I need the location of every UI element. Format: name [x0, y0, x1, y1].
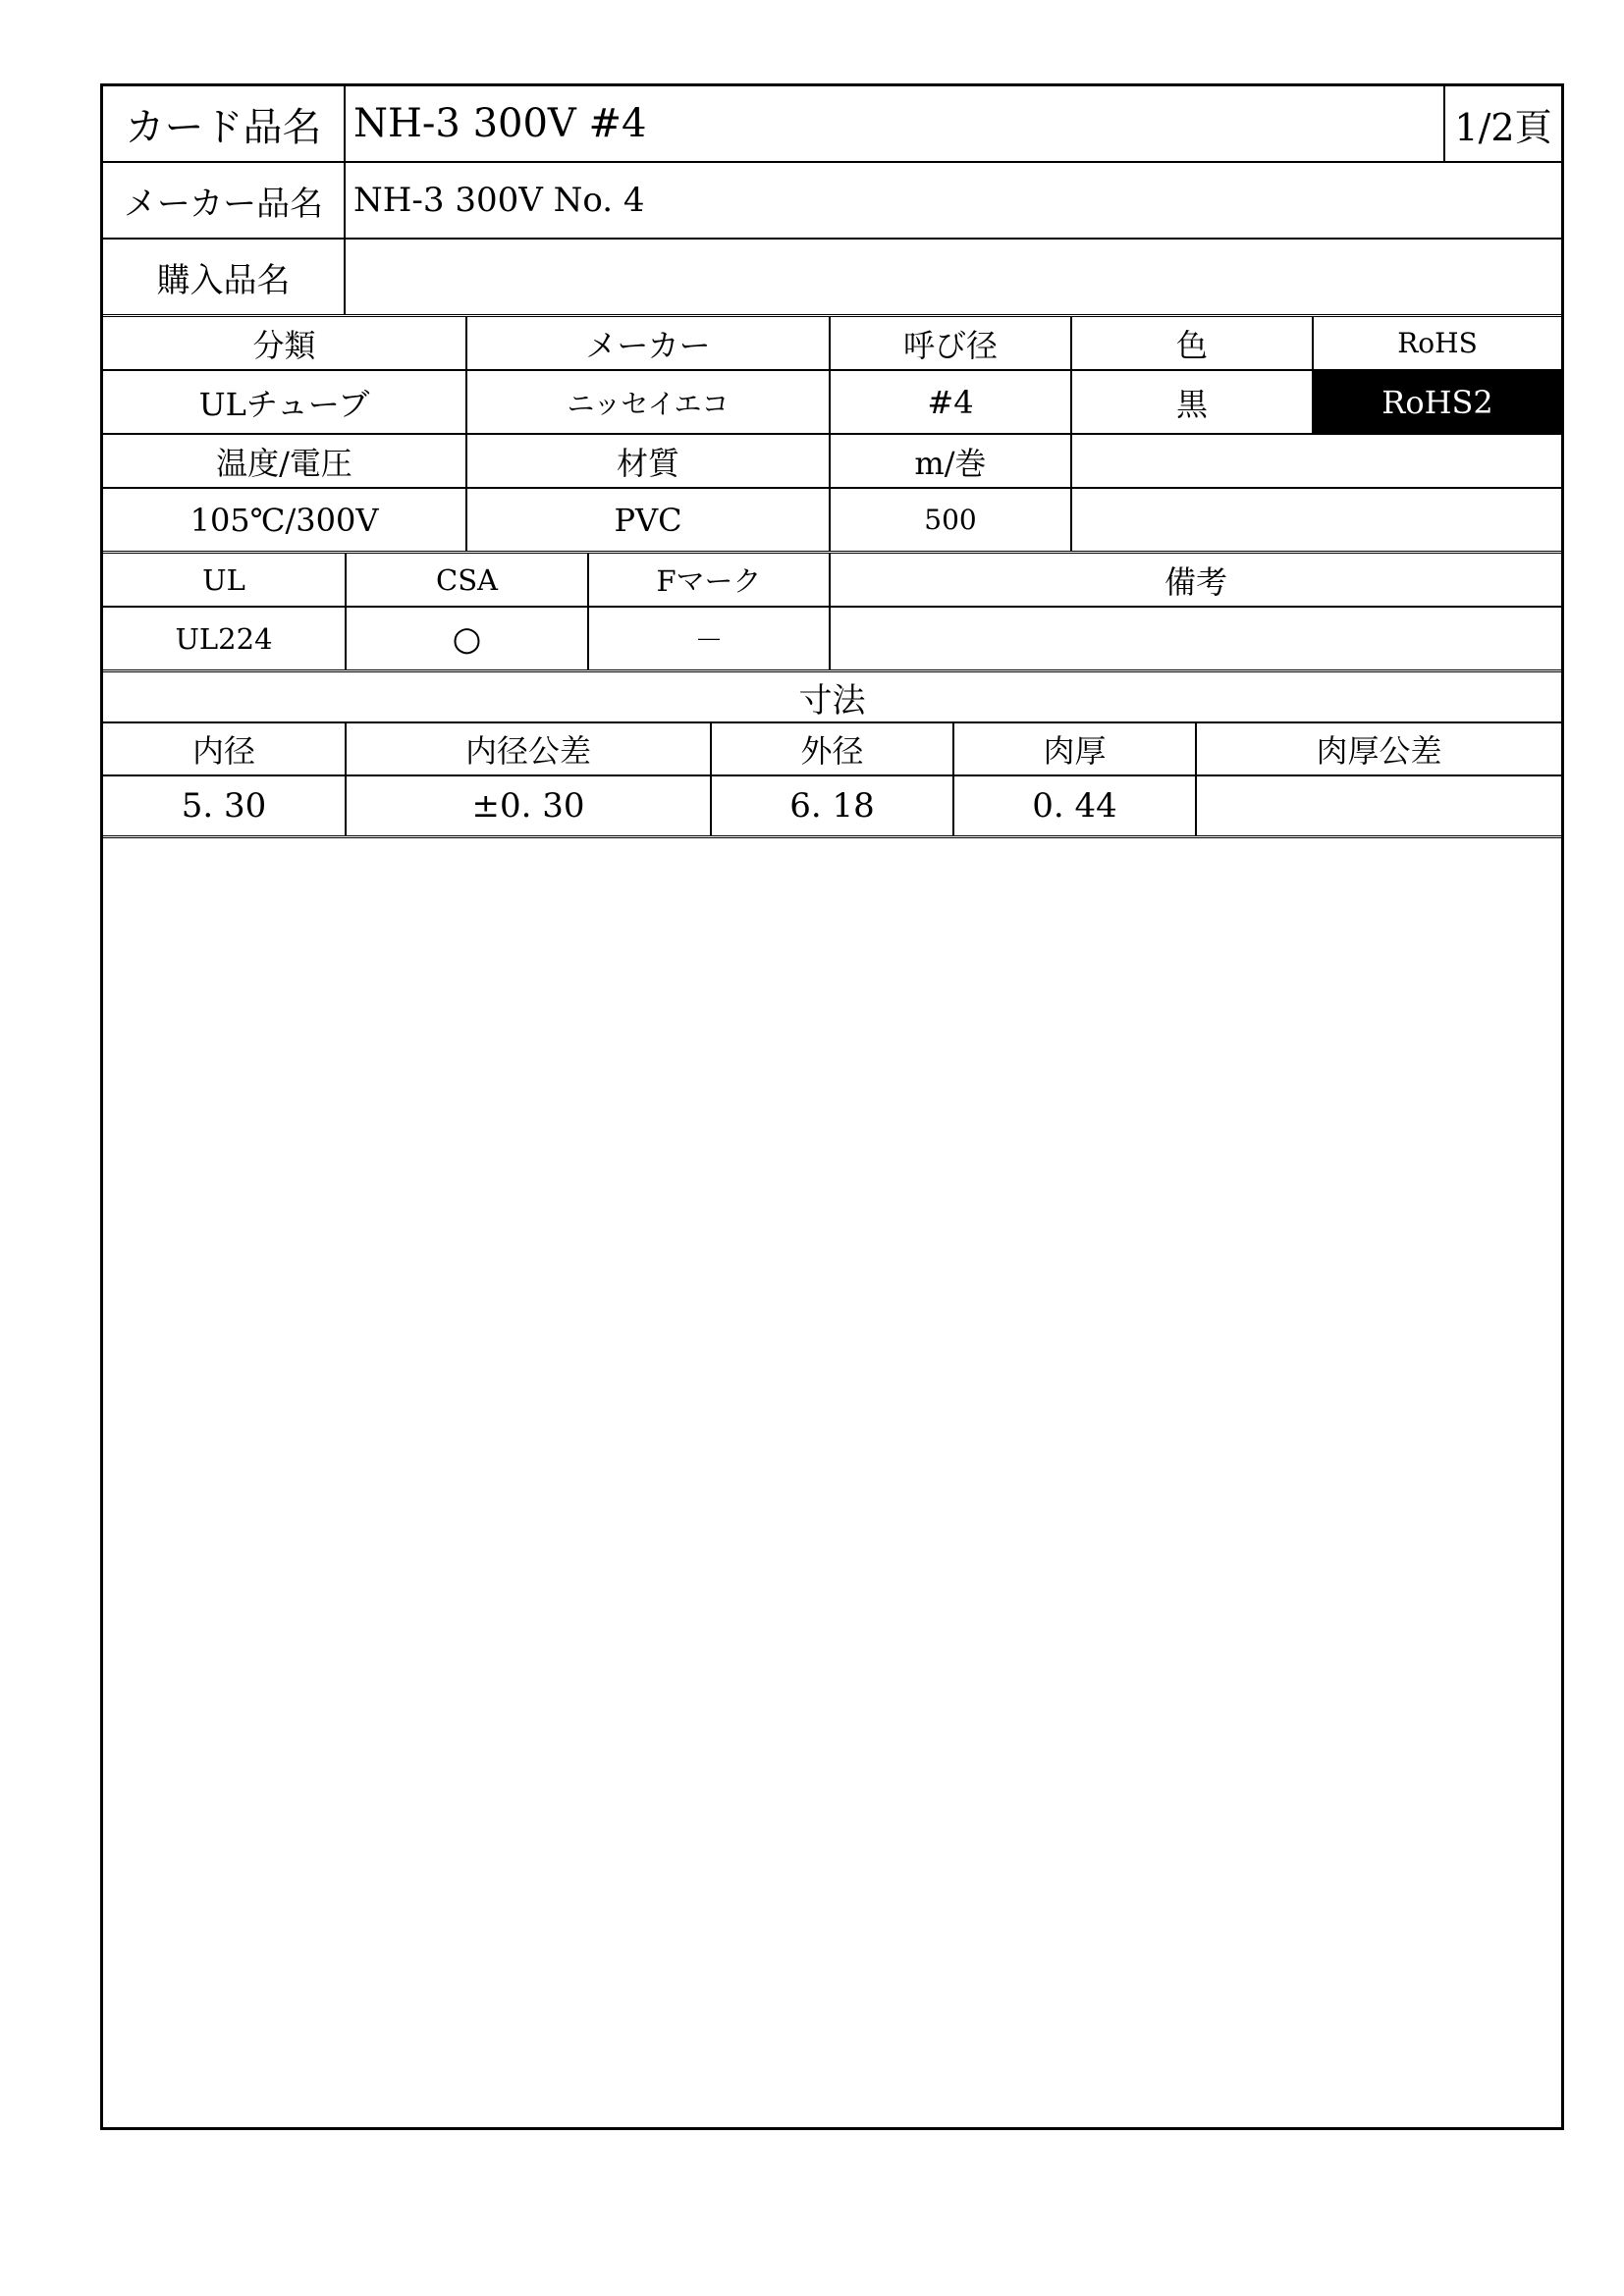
- inner-diameter-header: 内径: [103, 722, 346, 775]
- wall-thickness-header: 肉厚: [953, 722, 1196, 775]
- inner-diameter-tolerance-value: ±0. 30: [346, 775, 711, 837]
- material-header: 材質: [466, 434, 830, 488]
- color-value: 黒: [1071, 370, 1313, 434]
- wall-thickness-tolerance-header: 肉厚公差: [1196, 722, 1561, 775]
- length-per-reel-value: 500: [830, 488, 1071, 553]
- spec-blank-header: [1071, 434, 1561, 488]
- dimensions-table: [103, 672, 1561, 838]
- ul-value: UL224: [103, 607, 346, 671]
- remarks-header: 備考: [830, 554, 1561, 607]
- category-value: ULチューブ: [103, 370, 466, 434]
- maker-header: メーカー: [466, 317, 830, 370]
- temp-voltage-header: 温度/電圧: [103, 434, 466, 488]
- wall-thickness-value: 0. 44: [953, 775, 1196, 837]
- page-number: 1/2頁: [1444, 86, 1561, 162]
- maker-name-value: NH-3 300V No. 4: [345, 162, 1561, 239]
- nominal-size-value: #4: [830, 370, 1071, 434]
- f-mark-value: －: [588, 607, 830, 671]
- purchase-name-value: [345, 239, 1561, 316]
- spec-table: [103, 317, 1561, 554]
- card-name-label: カード品名: [103, 86, 345, 162]
- temp-voltage-value: 105℃/300V: [103, 488, 466, 553]
- csa-value: ○: [346, 607, 588, 671]
- rohs-header: RoHS: [1313, 317, 1561, 370]
- maker-value: ニッセイエコ: [466, 370, 830, 434]
- ul-header: UL: [103, 554, 346, 607]
- rohs-value-badge: RoHS2: [1313, 370, 1561, 434]
- nominal-size-header: 呼び径: [830, 317, 1071, 370]
- purchase-name-label: 購入品名: [103, 239, 345, 316]
- inner-diameter-value: 5. 30: [103, 775, 346, 837]
- card-name-value: NH-3 300V #4: [345, 86, 1444, 162]
- f-mark-header: Fマーク: [588, 554, 830, 607]
- length-per-reel-header: m/巻: [830, 434, 1071, 488]
- category-header: 分類: [103, 317, 466, 370]
- outer-diameter-header: 外径: [711, 722, 953, 775]
- inner-diameter-tolerance-header: 内径公差: [346, 722, 711, 775]
- dimensions-title: 寸法: [103, 672, 1561, 722]
- wall-thickness-tolerance-value: [1196, 775, 1561, 837]
- spec-card-sheet: [100, 83, 1564, 2130]
- remarks-value: [830, 607, 1561, 671]
- header-table: [103, 86, 1561, 317]
- certification-table: [103, 554, 1561, 672]
- maker-name-label: メーカー品名: [103, 162, 345, 239]
- material-value: PVC: [466, 488, 830, 553]
- csa-header: CSA: [346, 554, 588, 607]
- outer-diameter-value: 6. 18: [711, 775, 953, 837]
- spec-blank-value: [1071, 488, 1561, 553]
- color-header: 色: [1071, 317, 1313, 370]
